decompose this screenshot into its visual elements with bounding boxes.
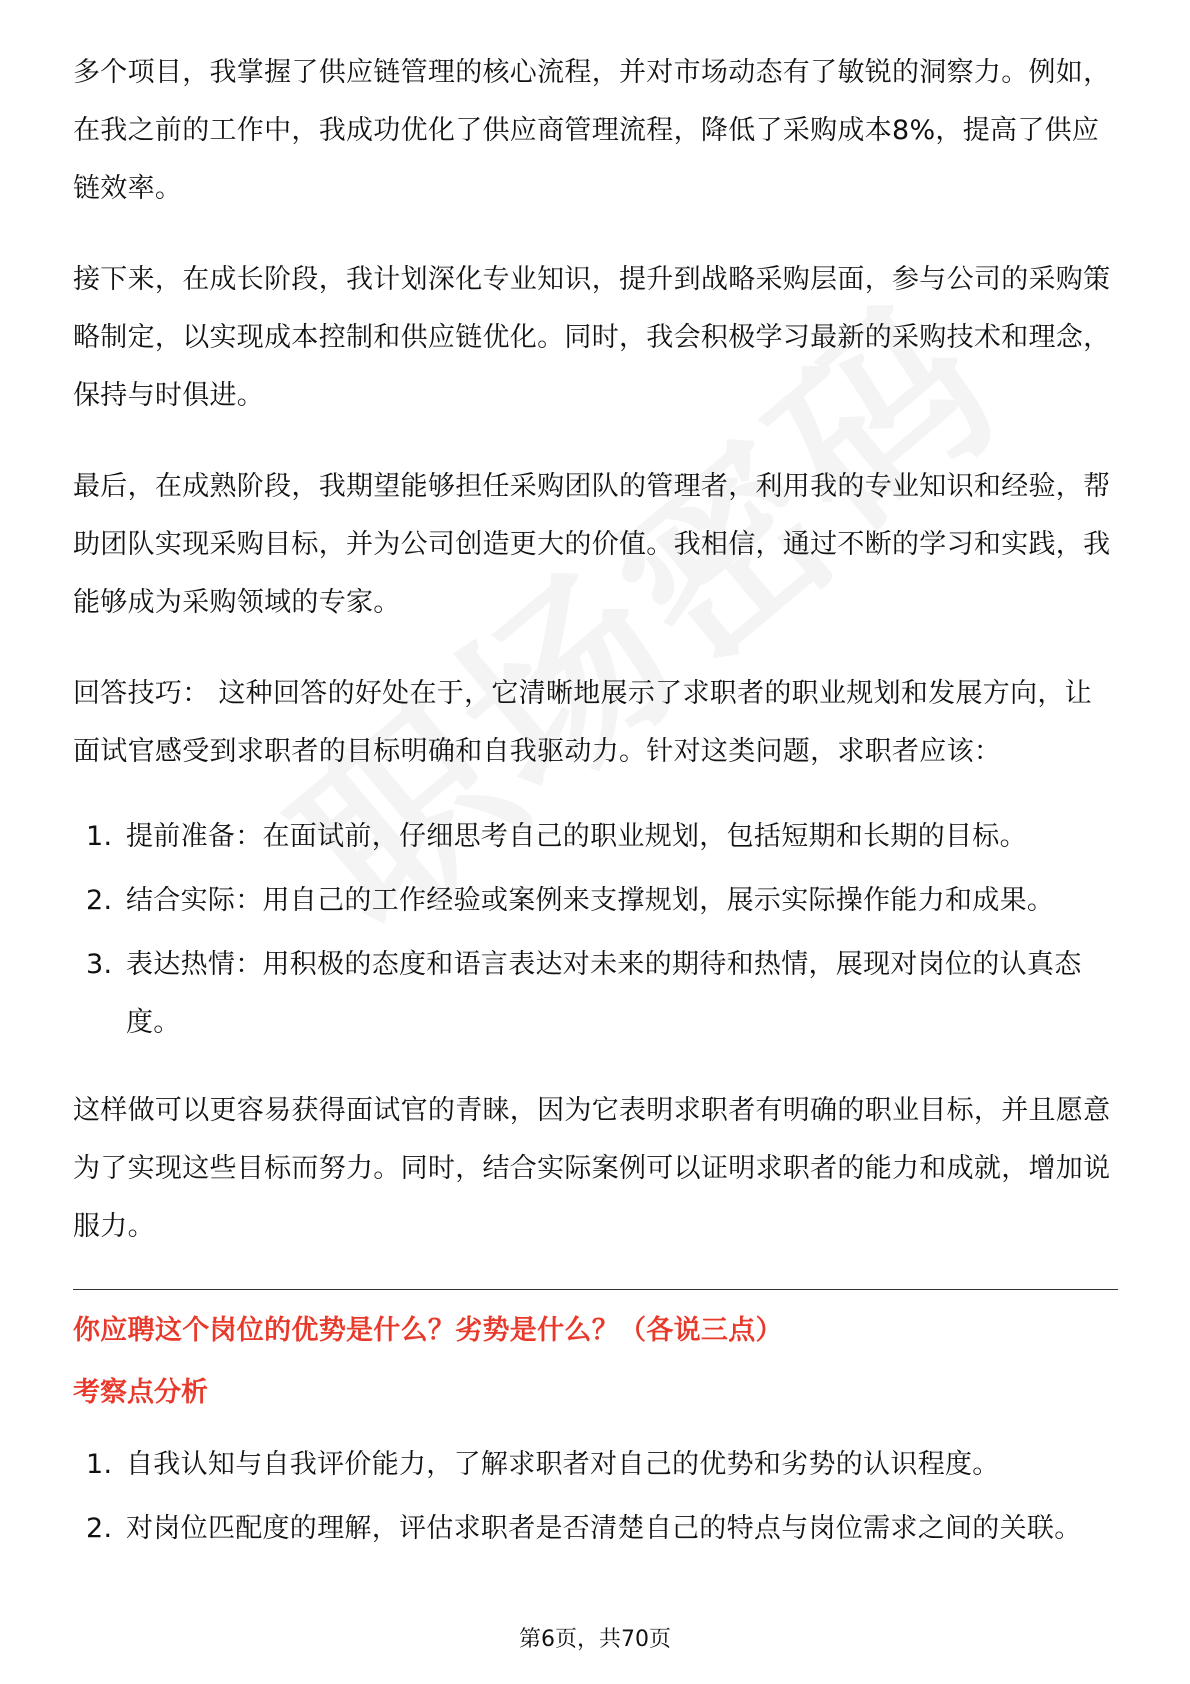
paragraph-mature-stage: 最后，在成熟阶段，我期望能够担任采购团队的管理者，利用我的专业知识和经验，帮助团队实现采购目标，并为公司创造更大的价值。我相信，通过不断的学习和实践，我能够成为采购领域的专家。 bbox=[73, 471, 1111, 618]
list-number: 2. bbox=[86, 1513, 113, 1544]
section-divider bbox=[73, 1289, 1118, 1290]
list-item bbox=[73, 936, 1118, 1052]
list-item bbox=[73, 1436, 1118, 1494]
list-item-text: 提前准备：在面试前，仔细思考自己的职业规划，包括短期和长期的目标。 bbox=[126, 821, 1027, 852]
list-item bbox=[73, 1500, 1118, 1558]
paragraph-experience: 多个项目，我掌握了供应链管理的核心流程，并对市场动态有了敏锐的洞察力。例如，在我之前的工作中，我成功优化了供应商管理流程，降低了采购成本8%，提高了供应链效率。 bbox=[73, 57, 1111, 204]
paragraph-answer-tips: 回答技巧： 这种回答的好处在于，它清晰地展示了求职者的职业规划和发展方向，让面试官感受到求职者的目标明确和自我驱动力。针对这类问题，求职者应该： bbox=[73, 678, 1092, 767]
list-number: 1. bbox=[86, 1449, 113, 1480]
list-item-text: 表达热情：用积极的态度和语言表达对未来的期待和热情，展现对岗位的认真态度。 bbox=[126, 949, 1082, 1038]
list-number: 1. bbox=[86, 821, 113, 852]
analysis-list bbox=[73, 1436, 1118, 1558]
paragraph-growth-stage: 接下来，在成长阶段，我计划深化专业知识，提升到战略采购层面，参与公司的采购策略制定，以实现成本控制和供应链优化。同时，我会积极学习最新的采购技术和理念，保持与时俱进。 bbox=[73, 264, 1111, 411]
page-number: 第6页，共70页 bbox=[519, 1627, 671, 1652]
list-item bbox=[73, 808, 1118, 866]
list-item-text: 结合实际：用自己的工作经验或案例来支撑规划，展示实际操作能力和成果。 bbox=[126, 885, 1055, 916]
analysis-heading: 考察点分析 bbox=[73, 1377, 208, 1408]
tips-list bbox=[73, 808, 1118, 1052]
list-number: 3. bbox=[86, 949, 113, 980]
page-content bbox=[73, 44, 1118, 1588]
list-number: 2. bbox=[86, 885, 113, 916]
question-heading: 你应聘这个岗位的优势是什么？劣势是什么？（各说三点） bbox=[73, 1315, 783, 1346]
list-item-text: 对岗位匹配度的理解，评估求职者是否清楚自己的特点与岗位需求之间的关联。 bbox=[126, 1513, 1082, 1544]
list-item-text: 自我认知与自我评价能力，了解求职者对自己的优势和劣势的认识程度。 bbox=[126, 1449, 1000, 1480]
paragraph-conclusion: 这样做可以更容易获得面试官的青睐，因为它表明求职者有明确的职业目标，并且愿意为了实现这些目标而努力。同时，结合实际案例可以证明求职者的能力和成就，增加说服力。 bbox=[73, 1095, 1111, 1242]
list-item bbox=[73, 872, 1118, 930]
